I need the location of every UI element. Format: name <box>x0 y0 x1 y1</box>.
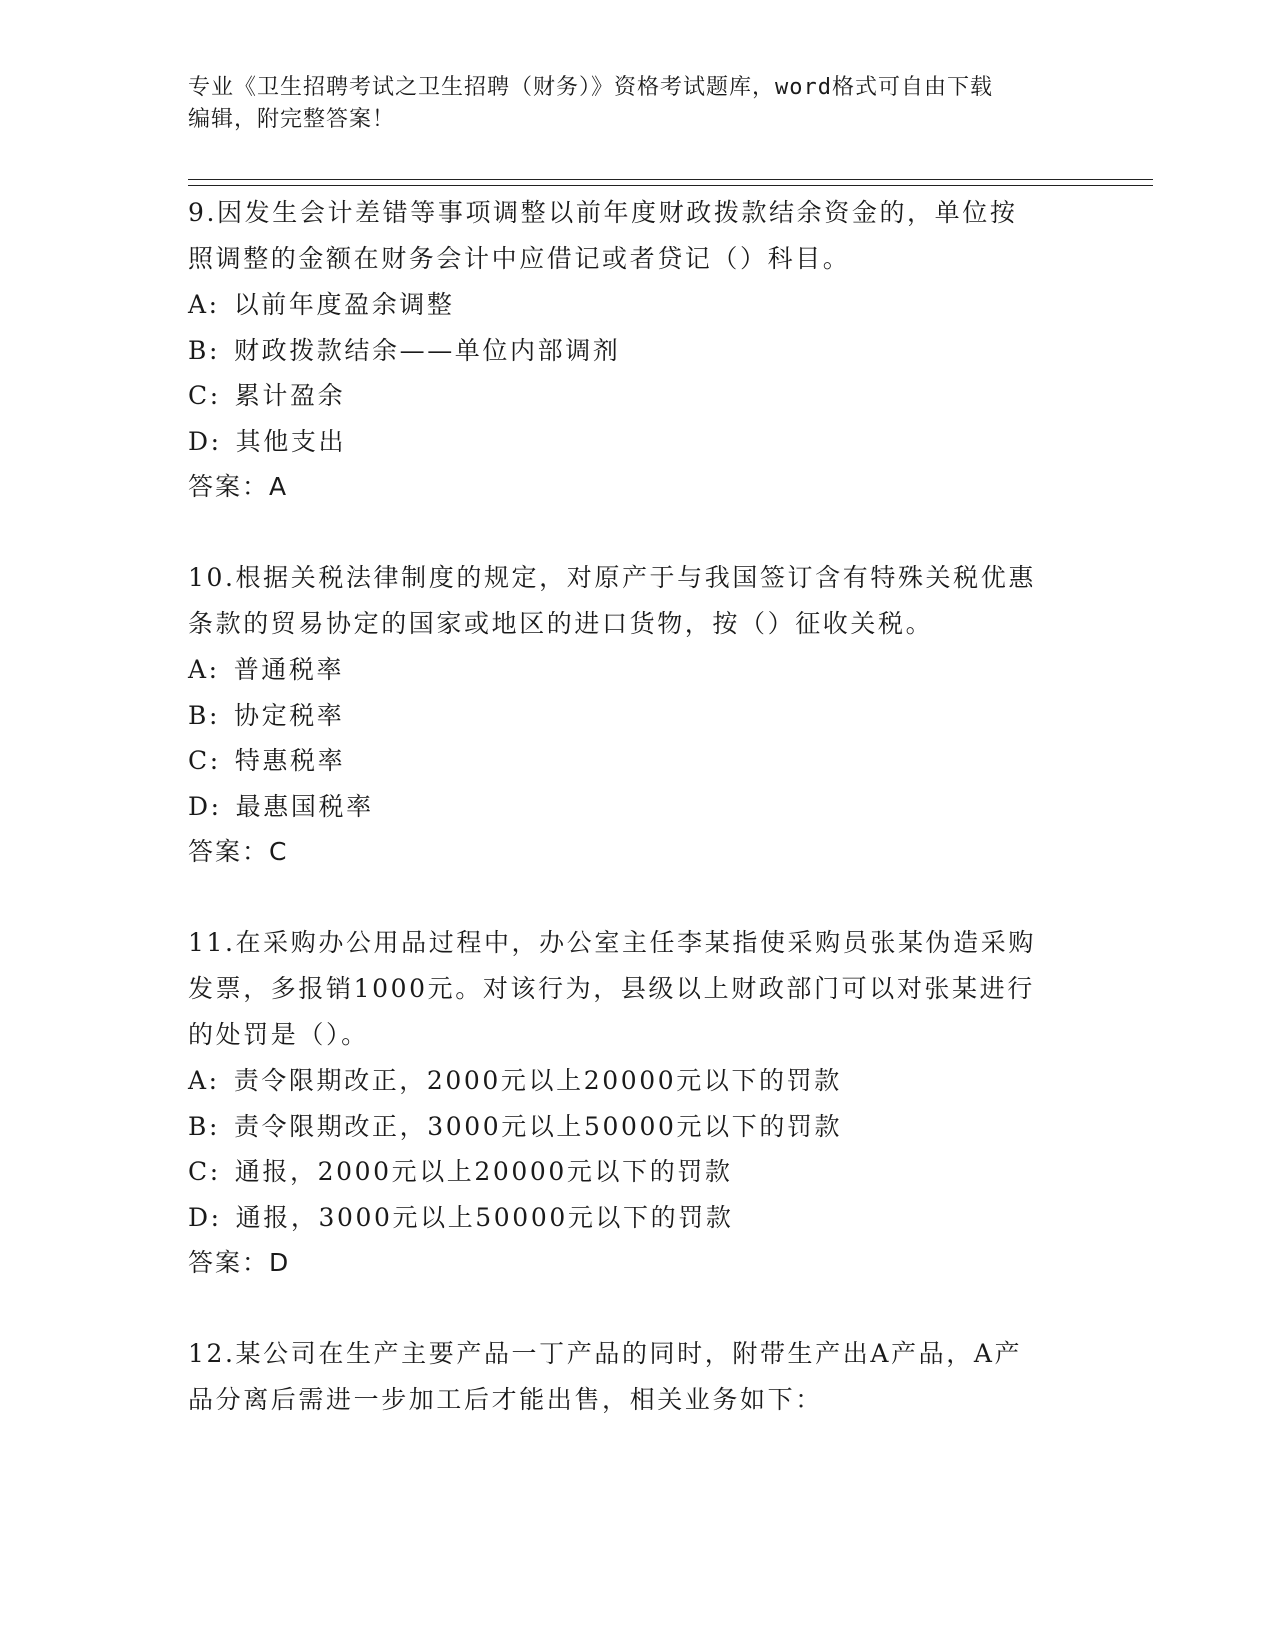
document-header <box>188 72 1088 136</box>
option-letter: C: <box>188 381 221 410</box>
answer-option <box>188 419 1088 465</box>
header-divider-bottom <box>188 185 1153 186</box>
answer-option <box>188 738 1088 784</box>
option-text: 普通税率 <box>233 655 345 684</box>
answer-value: D <box>269 1248 291 1277</box>
option-letter: A: <box>188 290 220 319</box>
answer-option <box>188 1195 1088 1241</box>
header-line-1: 专业《卫生招聘考试之卫生招聘（财务）》资格考试题库，word格式可自由下载 <box>188 75 993 100</box>
header-divider-top <box>188 179 1153 180</box>
option-letter: B: <box>188 700 220 730</box>
question-stem-line: 的处罚是（）。 <box>188 1020 369 1049</box>
answer-label: 答案： <box>188 472 270 501</box>
option-text: 财政拨款结余——单位内部调剂 <box>234 335 621 365</box>
answer-label: 答案： <box>188 837 270 866</box>
option-letter: A: <box>188 655 220 684</box>
header-line-2: 编辑，附完整答案！ <box>188 107 396 132</box>
option-text: 累计盈余 <box>234 381 346 410</box>
option-text: 特惠税率 <box>234 746 346 775</box>
option-letter: B: <box>188 1111 220 1141</box>
answer-option <box>188 647 1088 693</box>
option-letter: D: <box>188 426 222 456</box>
option-text: 责令限期改正，3000元以上50000元以下的罚款 <box>234 1111 843 1141</box>
question-stem-line: 照调整的金额在财务会计中应借记或者贷记（）科目。 <box>188 244 851 273</box>
answer-option <box>188 373 1088 419</box>
question-item <box>188 920 1088 1286</box>
option-letter: C: <box>188 1157 221 1186</box>
answer-value: A <box>269 472 289 501</box>
answer-option <box>188 693 1088 739</box>
question-stem-line: 条款的贸易协定的国家或地区的进口货物，按（）征收关税。 <box>188 609 934 638</box>
answer-option <box>188 1104 1088 1150</box>
question-stem-line: 12.某公司在生产主要产品一丁产品的同时，附带生产出A产品，A产 <box>188 1339 1023 1368</box>
option-text: 协定税率 <box>234 700 345 730</box>
option-text: 通报，2000元以上20000元以下的罚款 <box>234 1157 733 1186</box>
question-item <box>188 190 1088 510</box>
answer-option <box>188 328 1088 374</box>
question-item <box>188 555 1088 875</box>
question-stem-line: 9.因发生会计差错等事项调整以前年度财政拨款结余资金的，单位按 <box>188 198 1018 227</box>
option-letter: D: <box>188 1202 222 1232</box>
option-text: 责令限期改正，2000元以上20000元以下的罚款 <box>233 1066 842 1095</box>
option-letter: A: <box>188 1066 220 1095</box>
option-letter: B: <box>188 335 220 365</box>
answer-option <box>188 1058 1088 1104</box>
question-stem-line: 10.根据关税法律制度的规定，对原产于与我国签订含有特殊关税优惠 <box>188 563 1036 592</box>
option-text: 其他支出 <box>235 426 347 456</box>
option-letter: D: <box>188 791 222 821</box>
answer-line <box>188 1240 1088 1286</box>
question-stem-line: 11.在采购办公用品过程中，办公室主任李某指使采购员张某伪造采购 <box>188 928 1036 957</box>
answer-option <box>188 1149 1088 1195</box>
question-stem-line: 品分离后需进一步加工后才能出售，相关业务如下： <box>188 1385 823 1414</box>
option-text: 最惠国税率 <box>235 791 374 821</box>
option-letter: C: <box>188 746 221 775</box>
option-text: 以前年度盈余调整 <box>233 290 455 319</box>
question-item <box>188 1331 1088 1423</box>
question-list <box>188 190 1088 1468</box>
answer-option <box>188 784 1088 830</box>
question-stem-line: 发票，多报销1000元。对该行为，县级以上财政部门可以对张某进行 <box>188 974 1035 1003</box>
answer-option <box>188 282 1088 328</box>
answer-line <box>188 829 1088 875</box>
option-text: 通报，3000元以上50000元以下的罚款 <box>235 1202 734 1232</box>
answer-label: 答案： <box>188 1248 270 1277</box>
answer-value: C <box>269 837 289 866</box>
answer-line <box>188 464 1088 510</box>
